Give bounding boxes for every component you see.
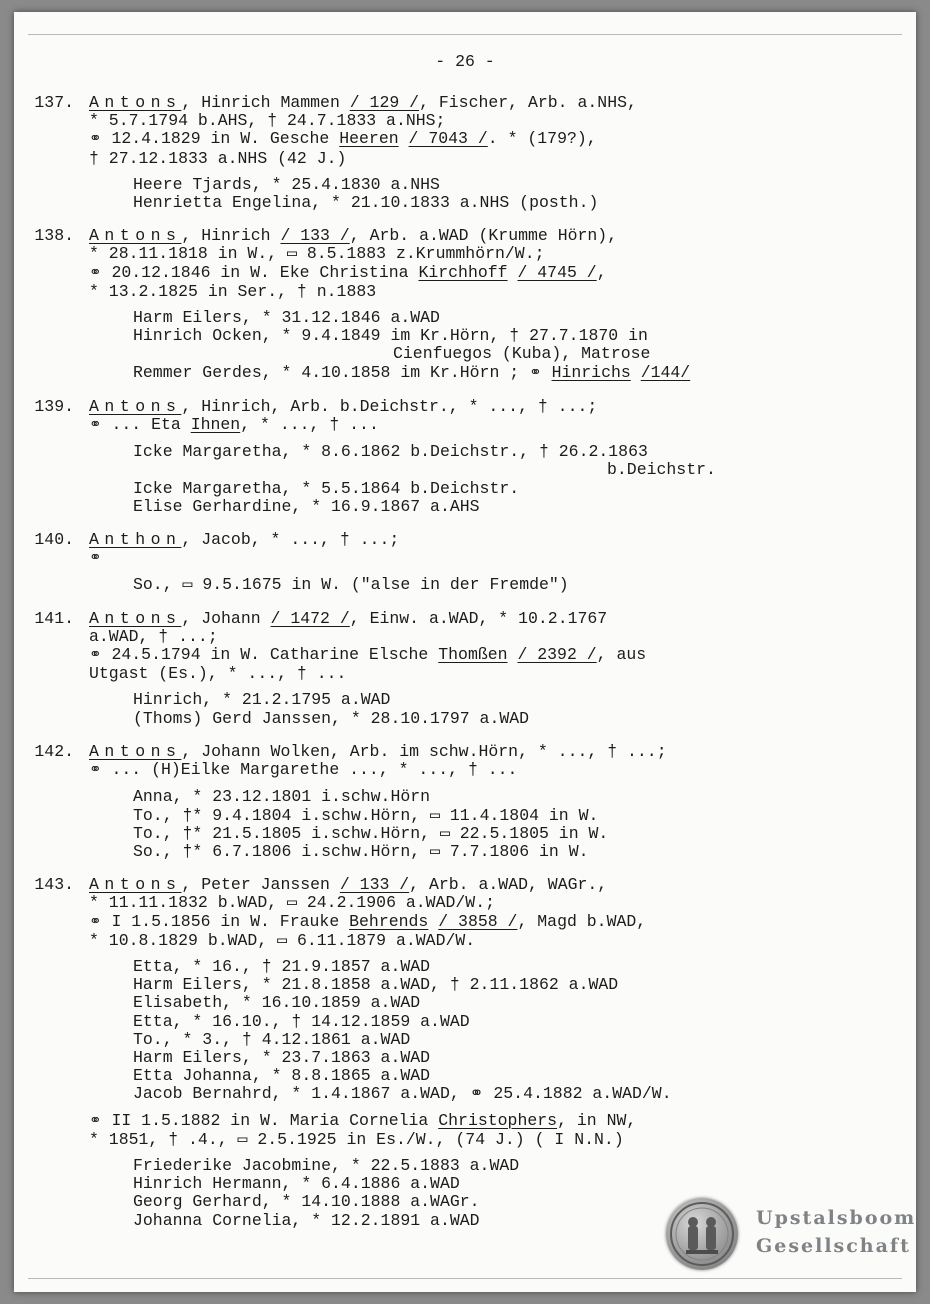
- surname: Antons: [89, 608, 182, 628]
- child-line: Hinrich Ocken, * 9.4.1849 im Kr.Hörn, † 27.7.1870 in: [133, 326, 648, 346]
- reference-number: / 2392 /: [517, 645, 597, 665]
- marriage-symbol-icon: ⚭: [89, 913, 102, 931]
- birth-death-line: a.WAD, † ...;: [89, 626, 218, 646]
- marriage-line: ⚭ 20.12.1846 in W. Eke Christina Kirchhoff / 4745 /,: [89, 262, 607, 282]
- spouse-death-line: * 10.8.1829 b.WAD, ▭ 6.11.1879 a.WAD/W.: [89, 930, 476, 950]
- marriage-symbol-icon: ⚭: [89, 550, 102, 568]
- child-line: To., †* 9.4.1804 i.schw.Hörn, ▭ 11.4.1804 in W.: [133, 805, 599, 825]
- surname: Antons: [89, 93, 182, 112]
- birth-death-line: * 11.11.1832 b.WAD, ▭ 24.2.1906 a.WAD/W.;: [89, 893, 495, 913]
- marriage-line: [89, 549, 899, 568]
- child-line: Harm Eilers, * 31.12.1846 a.WAD: [133, 308, 440, 328]
- surname: Antons: [89, 226, 182, 246]
- seal-icon: [666, 1198, 738, 1270]
- spouse-surname: Ihnen: [190, 415, 241, 435]
- reference-number: / 133 /: [280, 226, 350, 246]
- marriage-symbol-icon: ⚭: [529, 364, 542, 382]
- spouse-surname: Heeren: [339, 129, 399, 149]
- spouse-surname: Kirchhoff: [418, 262, 508, 282]
- entry-139: [34, 396, 899, 516]
- entry-number: 137.: [34, 93, 74, 112]
- child-line-continuation: b.Deichstr.: [607, 460, 716, 480]
- child-line: So., †* 6.7.1806 i.schw.Hörn, ▭ 7.7.1806 in W.: [133, 841, 589, 861]
- entry-header-line: Antons, Peter Janssen / 133 /, Arb. a.WAD, WAGr.,: [89, 875, 608, 895]
- spouse-death-line: * 13.2.1825 in Ser., † n.1883: [89, 281, 377, 301]
- child-line: Remmer Gerdes, * 4.10.1858 im Kr.Hörn ; ⚭ Hinrichs /144/: [133, 362, 691, 382]
- reference-number: / 1472 /: [270, 608, 350, 628]
- child-line: Etta, * 16., † 21.9.1857 a.WAD: [133, 956, 431, 976]
- child-line: Georg Gerhard, * 14.10.1888 a.WAGr.: [133, 1192, 480, 1212]
- entry-header-line: Antons, Hinrich Mammen / 129 /, Fischer, Arb. a.NHS,: [89, 93, 637, 112]
- child-line: To., * 3., † 4.12.1861 a.WAD: [133, 1029, 411, 1049]
- entry-number: 139.: [34, 396, 74, 416]
- spouse-surname: Hinrichs: [551, 362, 631, 382]
- genealogy-entries: [34, 93, 899, 1245]
- child-line: Jacob Bernahrd, * 1.4.1867 a.WAD, ⚭ 25.4.1882 a.WAD/W.: [133, 1084, 672, 1104]
- child-line: Anna, * 23.12.1801 i.schw.Hörn: [133, 787, 431, 807]
- reference-number: / 129 /: [349, 93, 420, 112]
- child-line: Icke Margaretha, * 5.5.1864 b.Deichstr.: [133, 478, 520, 498]
- entry-number: 142.: [34, 741, 74, 761]
- entry-140: [34, 530, 899, 595]
- entry-header-line: Anthon, Jacob, * ..., † ...;: [89, 530, 400, 550]
- child-line: (Thoms) Gerd Janssen, * 28.10.1797 a.WAD: [133, 708, 530, 728]
- entry-header-line: Antons, Hinrich, Arb. b.Deichstr., * ..., † ...;: [89, 396, 598, 416]
- entry-137: [34, 93, 899, 213]
- child-line: Johanna Cornelia, * 12.2.1891 a.WAD: [133, 1210, 480, 1230]
- entry-138: [34, 226, 899, 383]
- entry-header-line: Antons, Johann Wolken, Arb. im schw.Hörn, * ..., † ...;: [89, 741, 667, 761]
- child-line: Henrietta Engelina, * 21.10.1833 a.NHS (posth.): [133, 193, 599, 213]
- marriage-symbol-icon: ⚭: [89, 417, 102, 435]
- entry-142: [34, 741, 899, 861]
- surname: Antons: [89, 741, 182, 761]
- child-line: Etta Johanna, * 8.8.1865 a.WAD: [133, 1066, 431, 1086]
- child-line: Hinrich Hermann, * 6.4.1886 a.WAD: [133, 1174, 460, 1194]
- entry-number: 140.: [34, 530, 74, 550]
- entry-141: [34, 608, 899, 728]
- child-line: Etta, * 16.10., † 14.12.1859 a.WAD: [133, 1011, 470, 1031]
- marriage-symbol-icon: ⚭: [89, 647, 102, 665]
- surname: Anthon: [89, 530, 182, 550]
- entry-number: 143.: [34, 875, 74, 895]
- spouse-origin-line: Utgast (Es.), * ..., † ...: [89, 664, 347, 684]
- marriage-line: ⚭ ... Eta Ihnen, * ..., † ...: [89, 415, 379, 435]
- entry-number: 138.: [34, 226, 74, 246]
- reference-number: / 133 /: [339, 875, 410, 895]
- top-rule: [28, 34, 902, 35]
- marriage-line: ⚭ 12.4.1829 in W. Gesche Heeren / 7043 /. * (179?),: [89, 129, 597, 149]
- reference-number: / 7043 /: [408, 129, 488, 149]
- child-line: To., †* 21.5.1805 i.schw.Hörn, ▭ 22.5.1805 in W.: [133, 823, 609, 843]
- surname: Antons: [89, 396, 182, 416]
- entry-143: [34, 875, 899, 1230]
- page-number: - 26 -: [435, 52, 495, 71]
- document-page: [14, 12, 916, 1292]
- child-line: Hinrich, * 21.2.1795 a.WAD: [133, 690, 391, 710]
- spouse-surname: Thomßen: [438, 645, 508, 665]
- marriage-symbol-icon: ⚭: [89, 1112, 102, 1130]
- child-line: Icke Margaretha, * 8.6.1862 b.Deichstr., † 26.2.1863: [133, 442, 648, 462]
- spouse-death-line: * 1851, † .4., ▭ 2.5.1925 in Es./W., (74 J.) ( I N.N.): [89, 1129, 624, 1149]
- entry-header-line: Antons, Johann / 1472 /, Einw. a.WAD, * 10.2.1767: [89, 608, 608, 628]
- entry-header-line: Antons, Hinrich / 133 /, Arb. a.WAD (Krumme Hörn),: [89, 226, 618, 246]
- child-line: So., ▭ 9.5.1675 in W. ("alse in der Fremde"): [133, 575, 569, 595]
- marriage-symbol-icon: ⚭: [89, 264, 102, 282]
- child-line-continuation: Cienfuegos (Kuba), Matrose: [393, 344, 651, 364]
- reference-number: / 4745 /: [517, 262, 597, 282]
- birth-death-line: * 28.11.1818 in W., ▭ 8.5.1883 z.Krummhörn/W.;: [89, 244, 545, 264]
- child-line: Harm Eilers, * 23.7.1863 a.WAD: [133, 1047, 431, 1067]
- child-line: Elise Gerhardine, * 16.9.1867 a.AHS: [133, 496, 480, 516]
- upstalsboom-watermark: [660, 1198, 920, 1280]
- marriage-symbol-icon: ⚭: [89, 762, 102, 780]
- child-line: Elisabeth, * 16.10.1859 a.WAD: [133, 993, 421, 1013]
- marriage-line: ⚭ I 1.5.1856 in W. Frauke Behrends / 3858 /, Magd b.WAD,: [89, 911, 647, 931]
- child-line: Harm Eilers, * 21.8.1858 a.WAD, † 2.11.1862 a.WAD: [133, 975, 619, 995]
- child-line: Friederike Jacobmine, * 22.5.1883 a.WAD: [133, 1155, 520, 1175]
- second-marriage-line: ⚭ II 1.5.1882 in W. Maria Cornelia Christophers, in NW,: [89, 1110, 637, 1130]
- spouse-death-line: † 27.12.1833 a.NHS (42 J.): [89, 148, 347, 168]
- marriage-line: ⚭ 24.5.1794 in W. Catharine Elsche Thomßen / 2392 /, aus: [89, 645, 647, 665]
- marriage-line: ⚭ ... (H)Eilke Margarethe ..., * ..., † ...: [89, 760, 518, 780]
- reference-number: / 3858 /: [438, 911, 518, 931]
- surname: Antons: [89, 875, 182, 895]
- marriage-symbol-icon: ⚭: [89, 131, 102, 149]
- entry-number: 141.: [34, 608, 74, 628]
- child-line: Heere Tjards, * 25.4.1830 a.NHS: [133, 174, 440, 194]
- spouse-surname: Christophers: [438, 1110, 558, 1130]
- reference-number: /144/: [640, 362, 691, 382]
- organization-name: Upstalsboom Gesellschaft: [756, 1207, 917, 1257]
- spouse-surname: Behrends: [349, 911, 429, 931]
- birth-death-line: * 5.7.1794 b.AHS, † 24.7.1833 a.NHS;: [89, 111, 446, 131]
